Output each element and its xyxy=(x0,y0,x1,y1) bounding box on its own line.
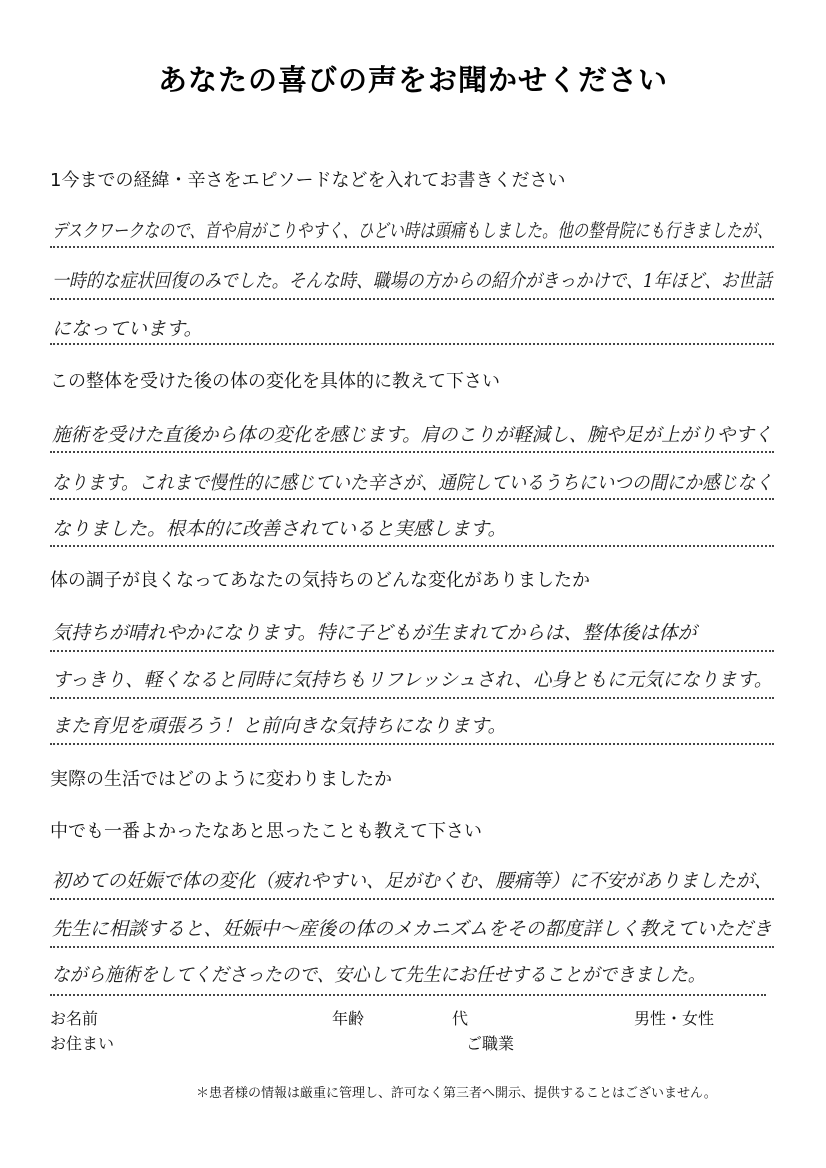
question-2: この整体を受けた後の体の変化を具体的に教えて下さい xyxy=(50,371,500,392)
answer-4-line-2: 先生に相談すると、妊娠中〜産後の体のメカニズムをその都度詳しく教えていただき xyxy=(52,918,772,940)
age-label: 年齢 xyxy=(332,1009,365,1028)
dotted-rule xyxy=(50,343,774,345)
privacy-footnote: ＊患者様の情報は厳重に管理し、許可なく第三者へ開示、提供することはございません。 xyxy=(196,1086,717,1101)
dotted-rule xyxy=(50,498,774,500)
dotted-rule xyxy=(50,545,774,547)
dotted-rule xyxy=(50,246,774,248)
dotted-rule xyxy=(50,697,774,699)
question-4b: 中でも一番よかったなあと思ったことも教えて下さい xyxy=(50,821,482,842)
answer-4-line-1: 初めての妊娠で体の変化（疲れやすい、足がむくむ、腰痛等）に不安がありましたが、 xyxy=(52,870,773,892)
dotted-rule xyxy=(50,743,774,745)
answer-3-line-1: 気持ちが晴れやかになります。特に子どもが生まれてからは、整体後は体が xyxy=(52,622,697,644)
dotted-rule xyxy=(50,298,774,300)
answer-4-line-3: ながら施術をしてくださったので、安心して先生にお任せすることができました。 xyxy=(52,964,706,986)
occupation-label: ご職業 xyxy=(466,1034,515,1053)
name-label: お名前 xyxy=(50,1009,99,1028)
dotted-rule xyxy=(50,898,774,900)
answer-3-line-3: また育児を頑張ろう！と前向きな気持ちになります。 xyxy=(52,715,507,737)
age-unit: 代 xyxy=(452,1009,469,1028)
answer-2-line-1: 施術を受けた直後から体の変化を感じます。肩のこりが軽減し、腕や足が上がりやすく xyxy=(52,424,773,446)
question-1: 1今までの経緯・辛さをエピソードなどを入れてお書きください xyxy=(50,170,566,191)
answer-3-line-2: すっきり、軽くなると同時に気持ちもリフレッシュされ、心身ともに元気になります。 xyxy=(52,669,773,691)
answer-1-line-3: になっています。 xyxy=(52,318,203,340)
question-3: 体の調子が良くなってあなたの気持ちのどんな変化がありましたか xyxy=(50,570,590,591)
gender-label: 男性・女性 xyxy=(634,1009,715,1028)
dotted-rule xyxy=(50,994,766,996)
dotted-rule xyxy=(50,650,774,652)
answer-1-line-2: 一時的な症状回復のみでした。そんな時、職場の方からの紹介がきっかけで、1年ほど、お世話 xyxy=(52,270,772,292)
address-label: お住まい xyxy=(50,1034,115,1053)
form-title: あなたの喜びの声をお聞かせください xyxy=(157,63,668,97)
dotted-rule xyxy=(50,946,774,948)
answer-2-line-2: なります。これまで慢性的に感じていた辛さが、通院しているうちにいつの間にか感じなく xyxy=(52,472,773,494)
answer-1-line-1: デスクワークなので、首や肩がこりやすく、ひどい時は頭痛もしました。他の整骨院にも行きましたが、 xyxy=(52,220,773,242)
dotted-rule xyxy=(50,451,774,453)
question-4a: 実際の生活ではどのように変わりましたか xyxy=(50,769,392,790)
answer-2-line-3: なりました。根本的に改善されていると実感します。 xyxy=(52,518,507,540)
